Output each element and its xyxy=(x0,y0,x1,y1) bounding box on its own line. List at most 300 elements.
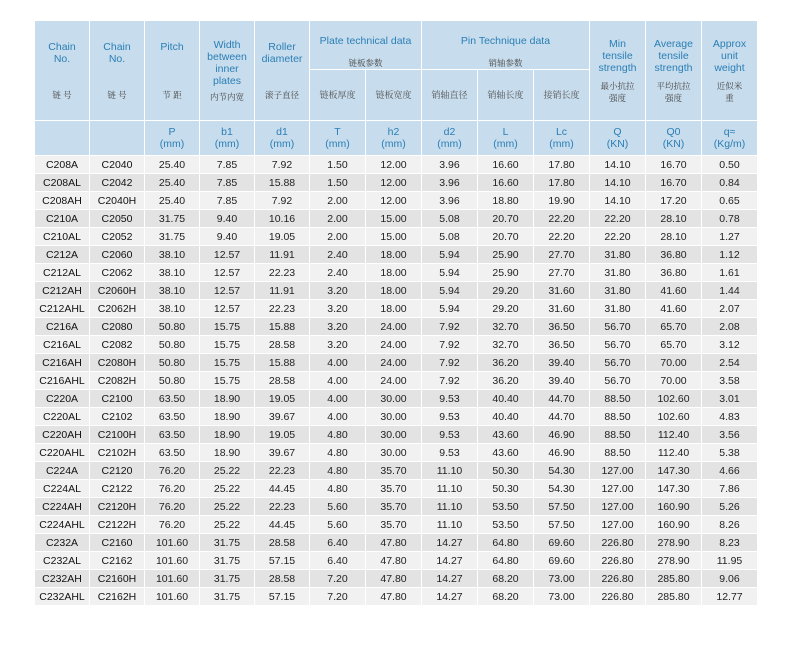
table-cell: 22.23 xyxy=(255,462,309,479)
table-cell: 4.80 xyxy=(310,480,365,497)
table-cell: 35.70 xyxy=(366,498,421,515)
header-pin-group xyxy=(422,21,589,69)
table-cell: 2.08 xyxy=(702,318,757,335)
table-cell: 22.20 xyxy=(534,210,589,227)
table-cell: 27.70 xyxy=(534,246,589,263)
header-pin-length-cn: 销轴长度 xyxy=(478,70,533,120)
table-cell: 43.60 xyxy=(478,426,533,443)
table-cell: C2122H xyxy=(90,516,144,533)
table-cell: 12.00 xyxy=(366,174,421,191)
table-cell: 18.00 xyxy=(366,264,421,281)
table-cell: 12.57 xyxy=(200,282,254,299)
header-chain-no-1-label: Chain No. xyxy=(48,40,76,65)
table-row xyxy=(35,516,757,533)
header-plate-group-cn: 链板参数 xyxy=(348,58,383,68)
header-avg-tensile-cn: 平均抗拉强度 xyxy=(656,80,691,103)
table-cell: 10.16 xyxy=(255,210,309,227)
table-cell: 50.80 xyxy=(145,372,199,389)
table-cell: 18.00 xyxy=(366,300,421,317)
unit-cell xyxy=(145,121,199,155)
table-cell: 226.80 xyxy=(590,552,645,569)
table-cell: 70.00 xyxy=(646,354,701,371)
header-pin-group-cn: 销轴参数 xyxy=(488,58,523,68)
table-cell: C210A xyxy=(35,210,89,227)
header-weight-cn: 近似米重 xyxy=(716,80,743,103)
table-cell: 36.80 xyxy=(646,264,701,281)
table-cell: 69.60 xyxy=(534,534,589,551)
table-cell: 11.10 xyxy=(422,498,477,515)
table-cell: 20.70 xyxy=(478,210,533,227)
table-cell: 56.70 xyxy=(590,372,645,389)
table-cell: 44.45 xyxy=(255,480,309,497)
table-cell: 9.53 xyxy=(422,390,477,407)
table-cell: 24.00 xyxy=(366,336,421,353)
table-cell: 31.80 xyxy=(590,264,645,281)
table-cell: 0.65 xyxy=(702,192,757,209)
table-cell: 3.96 xyxy=(422,156,477,173)
table-cell: 7.85 xyxy=(200,174,254,191)
table-cell: 64.80 xyxy=(478,552,533,569)
table-cell: 147.30 xyxy=(646,462,701,479)
table-cell: 36.80 xyxy=(646,246,701,263)
table-row xyxy=(35,444,757,461)
table-cell: 16.60 xyxy=(478,174,533,191)
table-cell: 31.75 xyxy=(200,552,254,569)
unit-empty-1 xyxy=(35,121,89,155)
table-cell: C2060H xyxy=(90,282,144,299)
table-cell: C232A xyxy=(35,534,89,551)
table-cell: 5.08 xyxy=(422,210,477,227)
table-cell: 5.60 xyxy=(310,498,365,515)
table-cell: 15.88 xyxy=(255,354,309,371)
table-cell: C216AHL xyxy=(35,372,89,389)
table-cell: 7.85 xyxy=(200,192,254,209)
table-cell: 30.00 xyxy=(366,390,421,407)
table-cell: 14.27 xyxy=(422,534,477,551)
table-cell: 39.40 xyxy=(534,354,589,371)
table-cell: C232AH xyxy=(35,570,89,587)
table-cell: 12.00 xyxy=(366,192,421,209)
unit-cell xyxy=(422,121,477,155)
table-cell: C2062H xyxy=(90,300,144,317)
table-cell: C212AH xyxy=(35,282,89,299)
table-cell: 1.50 xyxy=(310,174,365,191)
table-cell: 15.75 xyxy=(200,318,254,335)
table-cell: 101.60 xyxy=(145,534,199,551)
unit-cell xyxy=(310,121,365,155)
table-cell: C2100 xyxy=(90,390,144,407)
table-cell: 127.00 xyxy=(590,480,645,497)
table-cell: 47.80 xyxy=(366,570,421,587)
table-cell: 31.60 xyxy=(534,300,589,317)
table-cell: C2160 xyxy=(90,534,144,551)
table-cell: C2082H xyxy=(90,372,144,389)
unit-label: (mm) xyxy=(159,138,185,150)
table-cell: 65.70 xyxy=(646,318,701,335)
table-cell: 3.12 xyxy=(702,336,757,353)
unit-symbol: L xyxy=(502,126,509,138)
table-cell: 7.92 xyxy=(422,336,477,353)
table-cell: 4.00 xyxy=(310,408,365,425)
table-cell: 40.40 xyxy=(478,408,533,425)
table-cell: 7.20 xyxy=(310,570,365,587)
table-cell: 9.06 xyxy=(702,570,757,587)
table-cell: C220A xyxy=(35,390,89,407)
table-cell: 73.00 xyxy=(534,588,589,605)
table-cell: 76.20 xyxy=(145,498,199,515)
table-cell: 22.23 xyxy=(255,300,309,317)
unit-symbol: Lc xyxy=(555,126,568,138)
table-cell: 20.70 xyxy=(478,228,533,245)
table-cell: 46.90 xyxy=(534,444,589,461)
table-cell: 50.30 xyxy=(478,462,533,479)
table-cell: C220AHL xyxy=(35,444,89,461)
table-cell: 226.80 xyxy=(590,588,645,605)
table-cell: 127.00 xyxy=(590,498,645,515)
table-cell: 9.40 xyxy=(200,210,254,227)
table-cell: C2162H xyxy=(90,588,144,605)
table-cell: 112.40 xyxy=(646,426,701,443)
table-cell: 14.10 xyxy=(590,174,645,191)
header-plate-group-label: Plate technical data xyxy=(319,35,412,47)
header-width xyxy=(200,21,254,120)
unit-cell xyxy=(534,121,589,155)
table-cell: 11.91 xyxy=(255,282,309,299)
header-chain-no-2-cn: 链 号 xyxy=(107,89,127,100)
table-cell: 5.94 xyxy=(422,282,477,299)
table-cell: 25.22 xyxy=(200,462,254,479)
table-cell: C2080H xyxy=(90,354,144,371)
table-cell: 9.40 xyxy=(200,228,254,245)
header-width-label: Width between inner plates xyxy=(207,38,247,87)
table-row xyxy=(35,174,757,191)
table-cell: 31.80 xyxy=(590,300,645,317)
unit-label: (mm) xyxy=(325,138,350,150)
table-cell: 88.50 xyxy=(590,444,645,461)
table-cell: 102.60 xyxy=(646,390,701,407)
table-cell: C216AH xyxy=(35,354,89,371)
table-cell: 15.00 xyxy=(366,210,421,227)
table-cell: 11.95 xyxy=(702,552,757,569)
table-cell: 7.92 xyxy=(422,354,477,371)
table-cell: 46.90 xyxy=(534,426,589,443)
header-plate-width-cn: 链板宽度 xyxy=(366,70,421,120)
table-cell: 12.77 xyxy=(702,588,757,605)
table-cell: 3.96 xyxy=(422,192,477,209)
table-cell: 18.90 xyxy=(200,408,254,425)
table-cell: 9.53 xyxy=(422,444,477,461)
table-row xyxy=(35,300,757,317)
table-cell: 7.92 xyxy=(255,156,309,173)
table-cell: C208A xyxy=(35,156,89,173)
table-cell: 0.78 xyxy=(702,210,757,227)
header-pitch xyxy=(145,21,199,120)
table-cell: 28.58 xyxy=(255,372,309,389)
table-cell: 36.50 xyxy=(534,318,589,335)
unit-label: (mm) xyxy=(269,138,295,150)
table-cell: 38.10 xyxy=(145,300,199,317)
table-cell: 68.20 xyxy=(478,588,533,605)
table-cell: 63.50 xyxy=(145,426,199,443)
table-cell: 57.15 xyxy=(255,552,309,569)
unit-cell xyxy=(478,121,533,155)
table-row xyxy=(35,552,757,569)
table-cell: C2060 xyxy=(90,246,144,263)
table-cell: 1.27 xyxy=(702,228,757,245)
unit-symbol: Q0 xyxy=(666,126,681,138)
table-cell: 3.20 xyxy=(310,282,365,299)
table-cell: C2120 xyxy=(90,462,144,479)
table-cell: 25.90 xyxy=(478,246,533,263)
table-cell: 31.75 xyxy=(200,570,254,587)
table-cell: 35.70 xyxy=(366,462,421,479)
table-cell: 278.90 xyxy=(646,534,701,551)
table-cell: 44.45 xyxy=(255,516,309,533)
table-cell: 278.90 xyxy=(646,552,701,569)
table-cell: 28.10 xyxy=(646,228,701,245)
table-cell: 6.40 xyxy=(310,534,365,551)
table-cell: 25.22 xyxy=(200,498,254,515)
table-cell: 1.44 xyxy=(702,282,757,299)
table-cell: 44.70 xyxy=(534,390,589,407)
table-cell: 17.20 xyxy=(646,192,701,209)
header-pin-group-label: Pin Technique data xyxy=(460,35,551,47)
table-cell: 76.20 xyxy=(145,516,199,533)
header-min-tensile xyxy=(590,21,645,120)
table-cell: 31.75 xyxy=(145,210,199,227)
table-cell: 14.27 xyxy=(422,552,477,569)
table-cell: 3.56 xyxy=(702,426,757,443)
table-cell: 35.70 xyxy=(366,480,421,497)
table-cell: C2040 xyxy=(90,156,144,173)
table-cell: 19.05 xyxy=(255,390,309,407)
table-cell: 76.20 xyxy=(145,480,199,497)
table-cell: 5.94 xyxy=(422,264,477,281)
table-cell: 30.00 xyxy=(366,426,421,443)
table-cell: 2.54 xyxy=(702,354,757,371)
table-row xyxy=(35,318,757,335)
table-cell: C210AL xyxy=(35,228,89,245)
table-cell: 53.50 xyxy=(478,516,533,533)
table-cell: 32.70 xyxy=(478,318,533,335)
table-cell: 4.66 xyxy=(702,462,757,479)
table-cell: 8.23 xyxy=(702,534,757,551)
table-row xyxy=(35,588,757,605)
table-cell: C2040H xyxy=(90,192,144,209)
header-width-cn: 内节内宽 xyxy=(209,91,244,102)
table-row xyxy=(35,210,757,227)
table-cell: 19.05 xyxy=(255,228,309,245)
table-cell: 30.00 xyxy=(366,444,421,461)
table-cell: 14.27 xyxy=(422,588,477,605)
table-cell: C232AL xyxy=(35,552,89,569)
table-cell: 69.60 xyxy=(534,552,589,569)
table-cell: C2080 xyxy=(90,318,144,335)
table-cell: 4.00 xyxy=(310,372,365,389)
table-cell: C2052 xyxy=(90,228,144,245)
table-row xyxy=(35,426,757,443)
table-cell: 29.20 xyxy=(478,300,533,317)
table-cell: 5.08 xyxy=(422,228,477,245)
table-cell: 73.00 xyxy=(534,570,589,587)
table-cell: 28.58 xyxy=(255,570,309,587)
table-cell: 2.07 xyxy=(702,300,757,317)
table-cell: 12.00 xyxy=(366,156,421,173)
table-body xyxy=(35,156,757,605)
table-cell: 17.80 xyxy=(534,174,589,191)
table-cell: 4.80 xyxy=(310,462,365,479)
table-cell: 15.75 xyxy=(200,372,254,389)
header-chain-no-1-cn: 链 号 xyxy=(52,89,72,100)
unit-row xyxy=(35,121,757,155)
table-row xyxy=(35,228,757,245)
table-cell: 18.00 xyxy=(366,246,421,263)
table-cell: 63.50 xyxy=(145,444,199,461)
table-cell: 226.80 xyxy=(590,570,645,587)
table-cell: 88.50 xyxy=(590,408,645,425)
table-cell: 39.67 xyxy=(255,408,309,425)
table-cell: 16.60 xyxy=(478,156,533,173)
header-pin-diameter-cn: 销轴直径 xyxy=(422,70,477,120)
table-cell: 47.80 xyxy=(366,552,421,569)
table-cell: 285.80 xyxy=(646,588,701,605)
table-cell: 9.53 xyxy=(422,426,477,443)
table-row xyxy=(35,480,757,497)
table-cell: 31.75 xyxy=(200,534,254,551)
table-cell: 101.60 xyxy=(145,588,199,605)
unit-label: (mm) xyxy=(549,138,574,150)
table-cell: 18.90 xyxy=(200,444,254,461)
table-cell: 5.26 xyxy=(702,498,757,515)
table-cell: C2160H xyxy=(90,570,144,587)
table-cell: 6.40 xyxy=(310,552,365,569)
table-cell: 16.70 xyxy=(646,156,701,173)
header-pitch-label: Pitch xyxy=(160,40,184,53)
chain-spec-table xyxy=(34,20,758,606)
table-cell: 25.22 xyxy=(200,480,254,497)
table-cell: 31.60 xyxy=(534,282,589,299)
table-cell: C2062 xyxy=(90,264,144,281)
table-cell: 7.20 xyxy=(310,588,365,605)
table-cell: 28.10 xyxy=(646,210,701,227)
unit-symbol: Q xyxy=(613,126,622,138)
table-cell: 50.30 xyxy=(478,480,533,497)
header-min-tensile-cn: 最小抗拉强度 xyxy=(600,80,635,103)
table-cell: 5.60 xyxy=(310,516,365,533)
table-cell: 36.20 xyxy=(478,372,533,389)
unit-label: (mm) xyxy=(493,138,518,150)
table-row xyxy=(35,462,757,479)
table-cell: 0.84 xyxy=(702,174,757,191)
table-cell: 44.70 xyxy=(534,408,589,425)
table-cell: C220AL xyxy=(35,408,89,425)
header-weight xyxy=(702,21,757,120)
table-cell: 9.53 xyxy=(422,408,477,425)
unit-cell xyxy=(646,121,701,155)
table-cell: 68.20 xyxy=(478,570,533,587)
unit-symbol: d1 xyxy=(276,126,288,138)
header-chain-no-2 xyxy=(90,21,144,120)
header-roller xyxy=(255,21,309,120)
table-cell: 57.15 xyxy=(255,588,309,605)
header-pin-length-connecting-cn: 接销长度 xyxy=(534,70,589,120)
table-cell: 14.27 xyxy=(422,570,477,587)
table-cell: 38.10 xyxy=(145,282,199,299)
table-cell: 50.80 xyxy=(145,336,199,353)
table-cell: C2100H xyxy=(90,426,144,443)
table-cell: 4.83 xyxy=(702,408,757,425)
unit-label: (mm) xyxy=(437,138,462,150)
header-chain-no-2-label: Chain No. xyxy=(103,40,131,65)
table-cell: 16.70 xyxy=(646,174,701,191)
table-cell: C2042 xyxy=(90,174,144,191)
table-cell: 160.90 xyxy=(646,498,701,515)
table-cell: 101.60 xyxy=(145,552,199,569)
table-cell: 65.70 xyxy=(646,336,701,353)
table-cell: 56.70 xyxy=(590,354,645,371)
table-cell: 4.00 xyxy=(310,390,365,407)
table-cell: 5.94 xyxy=(422,300,477,317)
table-cell: 102.60 xyxy=(646,408,701,425)
table-cell: 57.50 xyxy=(534,498,589,515)
table-cell: 36.20 xyxy=(478,354,533,371)
table-row xyxy=(35,534,757,551)
header-avg-tensile xyxy=(646,21,701,120)
table-cell: 18.90 xyxy=(200,390,254,407)
table-cell: 3.58 xyxy=(702,372,757,389)
table-cell: 3.96 xyxy=(422,174,477,191)
table-cell: 76.20 xyxy=(145,462,199,479)
table-row xyxy=(35,336,757,353)
table-cell: 38.10 xyxy=(145,246,199,263)
table-cell: 12.57 xyxy=(200,300,254,317)
table-cell: 19.90 xyxy=(534,192,589,209)
header-plate-group xyxy=(310,21,421,69)
table-cell: 127.00 xyxy=(590,462,645,479)
table-cell: 4.80 xyxy=(310,444,365,461)
table-cell: 25.22 xyxy=(200,516,254,533)
table-cell: 31.75 xyxy=(145,228,199,245)
table-cell: 1.12 xyxy=(702,246,757,263)
table-cell: 160.90 xyxy=(646,516,701,533)
table-row xyxy=(35,246,757,263)
unit-cell xyxy=(702,121,757,155)
table-cell: 22.23 xyxy=(255,498,309,515)
table-row xyxy=(35,390,757,407)
table-cell: 3.01 xyxy=(702,390,757,407)
table-cell: 38.10 xyxy=(145,264,199,281)
table-cell: 15.88 xyxy=(255,318,309,335)
table-cell: 11.91 xyxy=(255,246,309,263)
table-cell: C2102 xyxy=(90,408,144,425)
table-cell: 1.50 xyxy=(310,156,365,173)
table-cell: 4.80 xyxy=(310,426,365,443)
unit-symbol: b1 xyxy=(221,126,233,138)
table-cell: 12.57 xyxy=(200,264,254,281)
table-cell: 14.10 xyxy=(590,192,645,209)
table-cell: 25.40 xyxy=(145,192,199,209)
table-cell: 28.58 xyxy=(255,534,309,551)
table-cell: 25.40 xyxy=(145,156,199,173)
unit-label: (Kg/m) xyxy=(713,138,746,150)
table-cell: 36.50 xyxy=(534,336,589,353)
table-cell: 47.80 xyxy=(366,588,421,605)
unit-empty-2 xyxy=(90,121,144,155)
unit-symbol: P xyxy=(168,126,176,138)
table-cell: 7.92 xyxy=(422,372,477,389)
table-cell: 3.20 xyxy=(310,318,365,335)
table-cell: C224AL xyxy=(35,480,89,497)
